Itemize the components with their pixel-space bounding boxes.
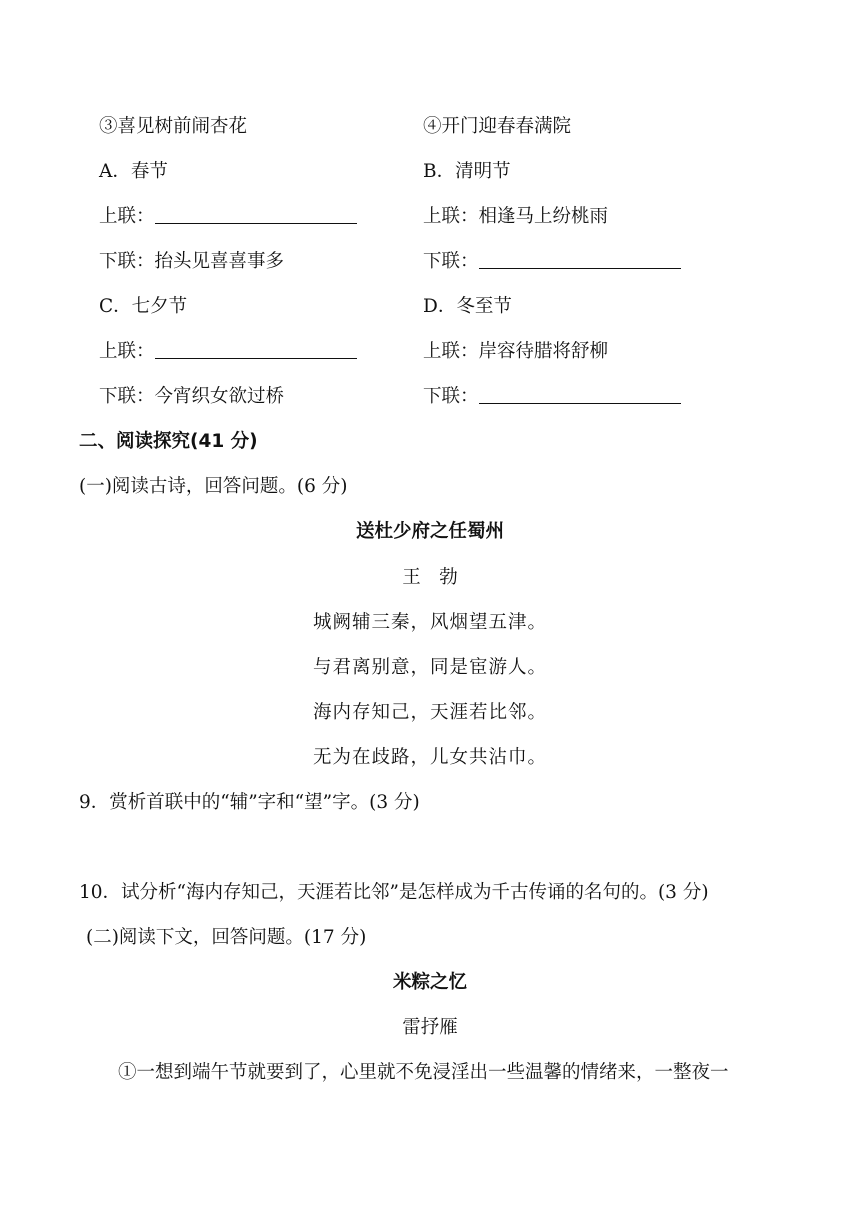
option-d-upper-text: 岸容待腊将舒柳 [478, 341, 609, 362]
part2-heading: (二)阅读下文，回答问题。(17 分) [86, 927, 367, 948]
lower-couplet-label: 下联： [99, 251, 155, 272]
option-c-upper [99, 340, 357, 364]
article-paragraph-1: ①一想到端午节就要到了，心里就不免浸淫出一些温馨的情绪来，一整夜一 [118, 1062, 729, 1083]
option-c-upper-blank[interactable] [155, 340, 357, 359]
article-title: 米粽之忆 [392, 972, 467, 993]
article-author: 雷抒雁 [402, 1017, 458, 1038]
option-b-lower-blank[interactable] [479, 250, 681, 269]
option-b-upper [423, 205, 608, 229]
option-c-lower-text: 今宵织女欲过桥 [154, 386, 285, 407]
option-b-lower [423, 250, 681, 274]
lower-couplet-label: 下联： [423, 251, 479, 272]
upper-couplet-label: 上联： [99, 341, 155, 362]
upper-couplet-label: 上联： [423, 206, 479, 227]
poem-line-1: 城阙辅三秦，风烟望五津。 [312, 612, 547, 633]
couplet-clue-3: ③喜见树前闹杏花 [99, 116, 248, 137]
lower-couplet-label: 下联： [99, 386, 155, 407]
upper-couplet-label: 上联： [99, 206, 155, 227]
option-a-label: A．春节 [99, 161, 168, 182]
poem-title: 送杜少府之任蜀州 [355, 521, 504, 542]
option-d-lower [423, 385, 681, 409]
question-9: 9．赏析首联中的“辅”字和“望”字。(3 分) [79, 792, 420, 813]
option-a-lower [99, 250, 284, 274]
option-a-lower-text: 抬头见喜喜事多 [154, 251, 285, 272]
poem-line-3: 海内存知己，天涯若比邻。 [312, 702, 547, 723]
option-a-upper [99, 205, 357, 229]
option-a-upper-blank[interactable] [155, 205, 357, 224]
poem-line-4: 无为在歧路，儿女共沾巾。 [312, 747, 547, 768]
upper-couplet-label: 上联： [423, 341, 479, 362]
lower-couplet-label: 下联： [423, 386, 479, 407]
option-d-lower-blank[interactable] [479, 385, 681, 404]
option-d-upper [423, 340, 608, 364]
section-heading: 二、阅读探究(41 分) [79, 431, 258, 452]
option-b-upper-text: 相逢马上纷桃雨 [478, 206, 609, 227]
option-c-label: C．七夕节 [99, 296, 188, 317]
poem-line-2: 与君离别意，同是宦游人。 [312, 657, 547, 678]
part1-heading: (一)阅读古诗，回答问题。(6 分) [79, 476, 348, 497]
couplet-clue-4: ④开门迎春春满院 [423, 116, 572, 137]
question-10: 10．试分析“海内存知己，天涯若比邻”是怎样成为千古传诵的名句的。(3 分) [79, 882, 709, 903]
option-d-label: D．冬至节 [423, 296, 512, 317]
option-c-lower [99, 385, 284, 409]
option-b-label: B．清明节 [423, 161, 511, 182]
poem-author: 王 勃 [402, 567, 458, 588]
